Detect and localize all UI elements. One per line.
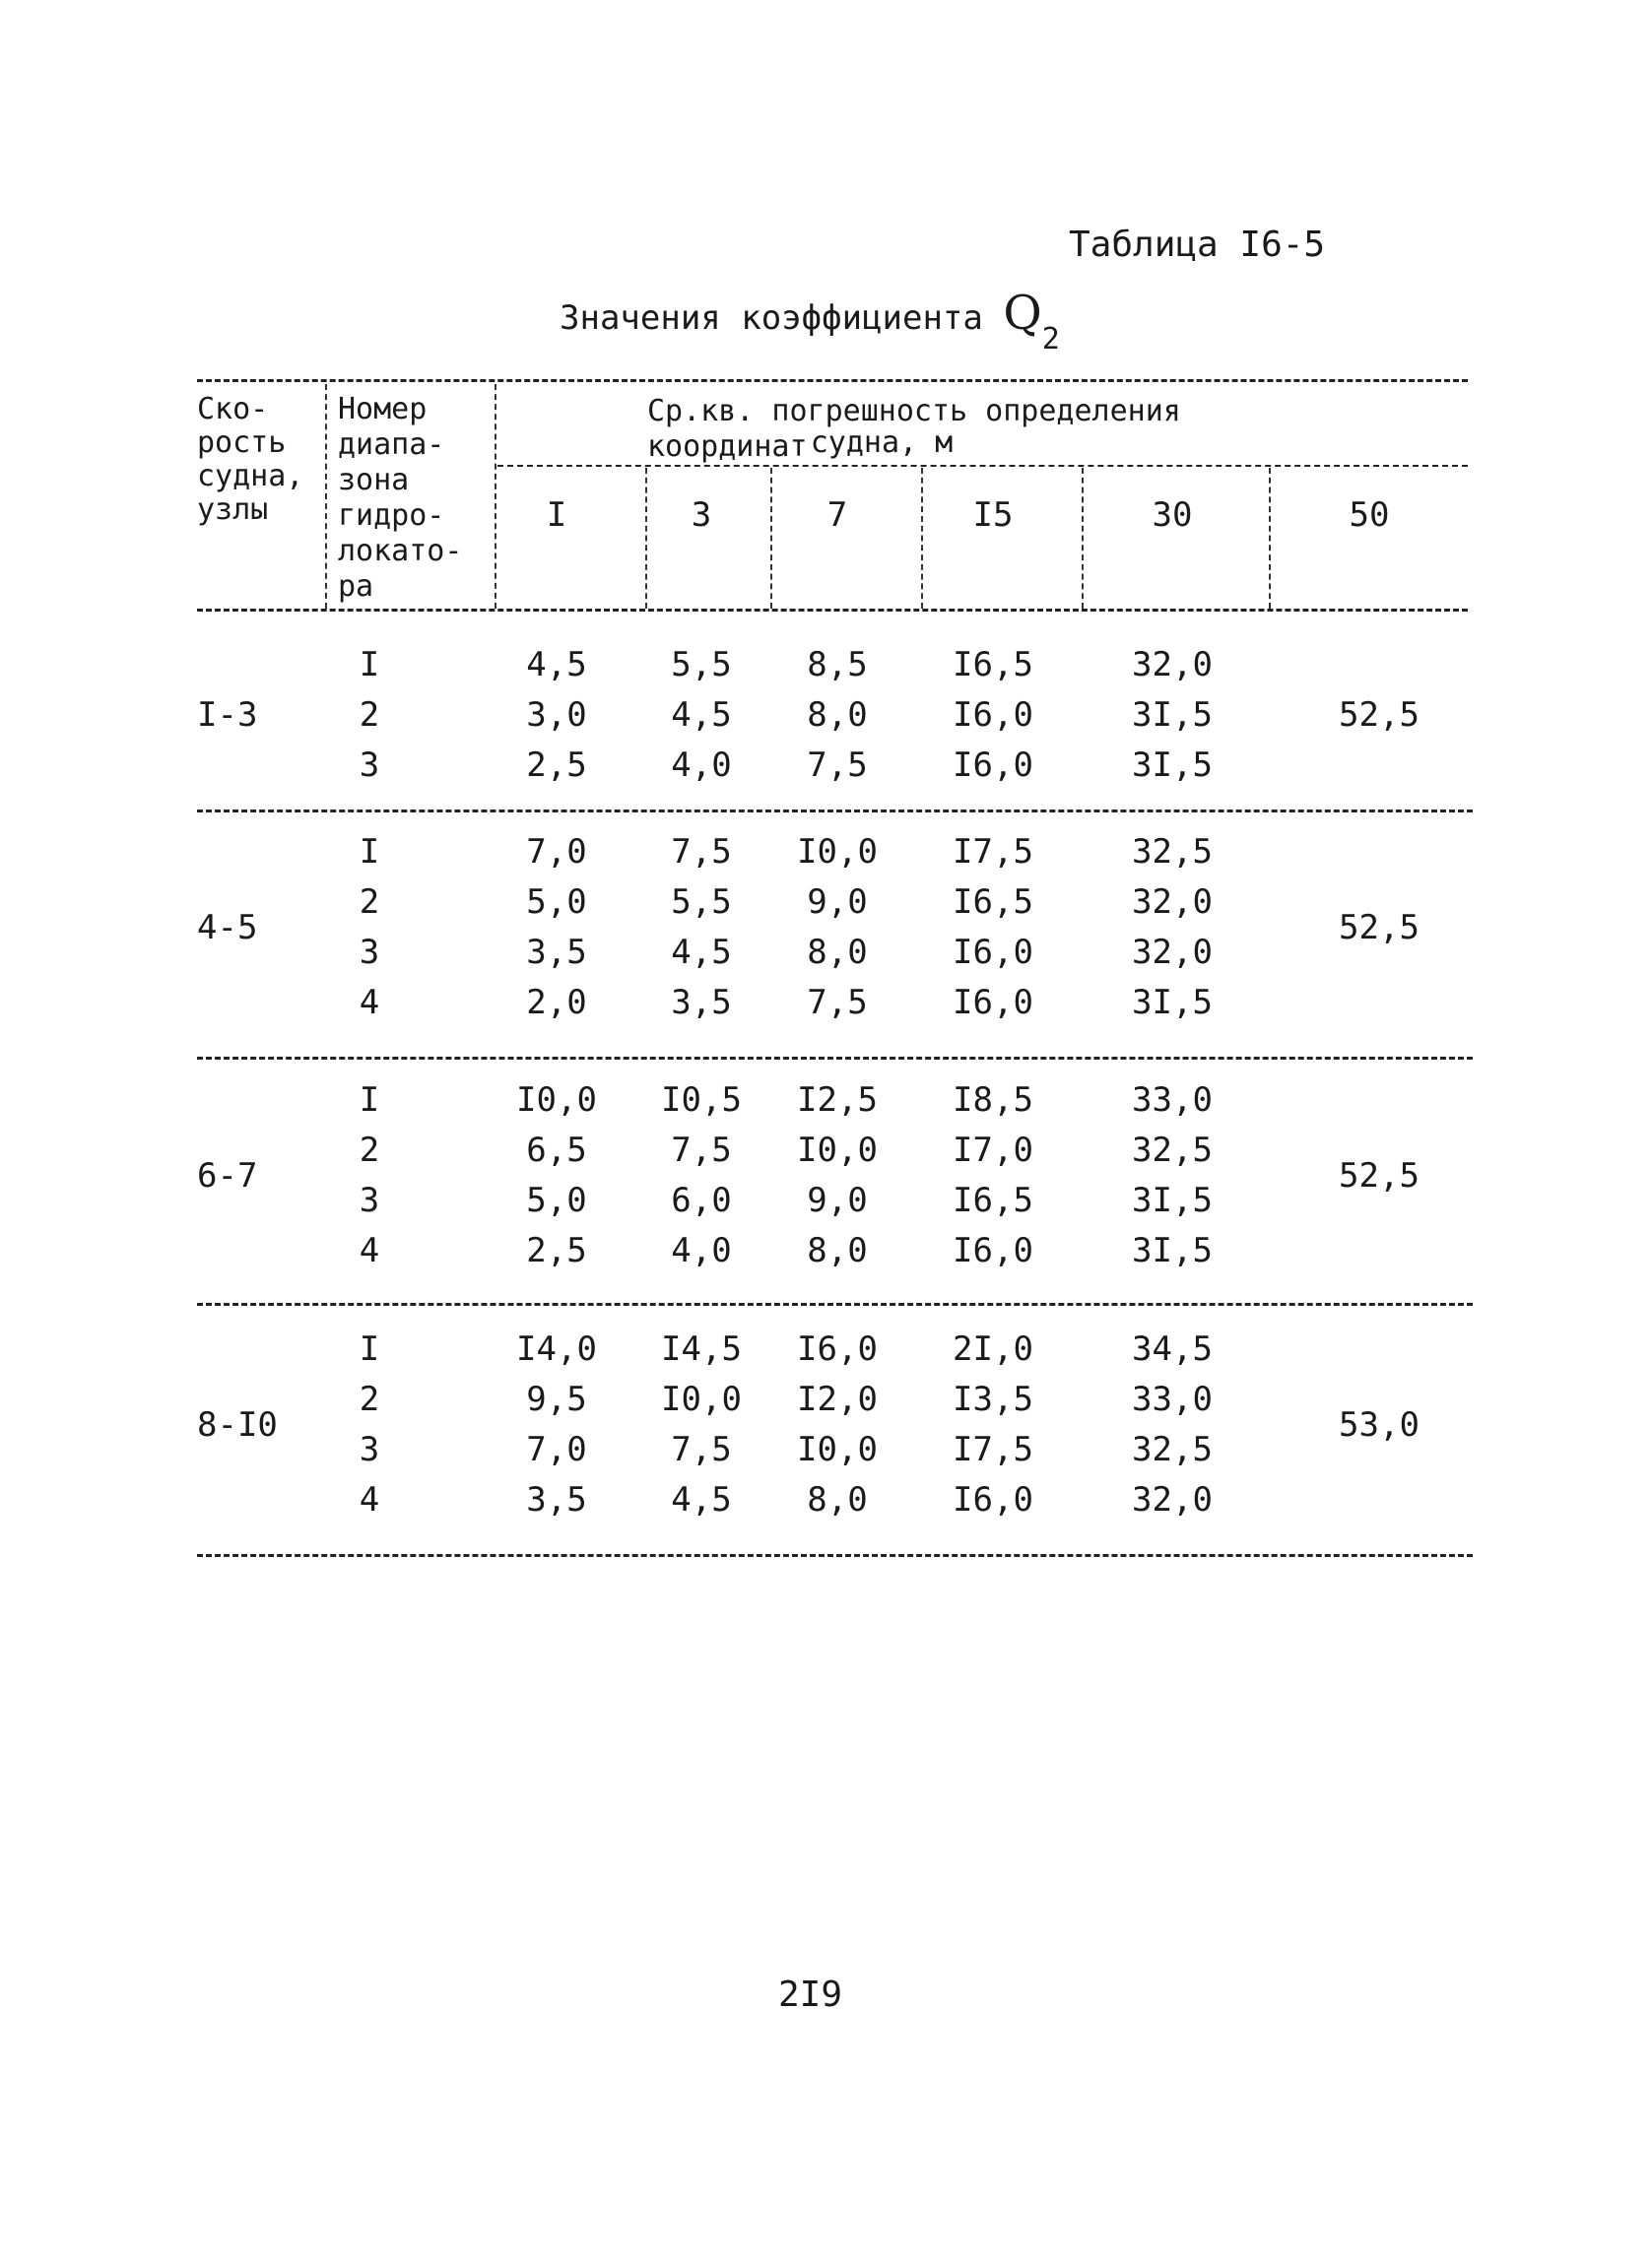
- value-cell: 33,0: [1132, 1380, 1213, 1419]
- header-error-cell: 7: [826, 495, 848, 535]
- value-cell: 4,5: [671, 1480, 732, 1520]
- value-cell: I7,5: [953, 832, 1033, 872]
- caption-subscript: 2: [1041, 322, 1060, 356]
- value-50-cell: 52,5: [1339, 1155, 1420, 1196]
- header-range-line: гидро-: [338, 498, 445, 533]
- value-cell: 7,0: [526, 1430, 587, 1469]
- speed-cell: 8-I0: [197, 1404, 278, 1445]
- value-cell: I0,5: [661, 1080, 742, 1120]
- value-cell: I0,0: [797, 832, 878, 872]
- value-cell: I7,0: [953, 1131, 1033, 1170]
- value-cell: 4,5: [671, 695, 732, 735]
- header-speed-line: Ско-: [197, 392, 269, 426]
- value-cell: 33,0: [1132, 1080, 1213, 1120]
- value-cell: 4,0: [671, 745, 732, 785]
- value-cell: I4,0: [516, 1329, 597, 1369]
- value-cell: 6,0: [671, 1181, 732, 1220]
- value-cell: 3,5: [671, 983, 732, 1022]
- value-cell: 2,5: [526, 1231, 587, 1270]
- value-cell: 4,5: [671, 933, 732, 972]
- value-cell: 5,5: [671, 645, 732, 684]
- value-cell: 7,5: [807, 983, 868, 1022]
- value-cell: 7,0: [526, 832, 587, 872]
- value-cell: 8,0: [807, 1231, 868, 1270]
- value-cell: I6,0: [953, 933, 1033, 972]
- header-divider: [325, 384, 327, 609]
- header-error-cell: 50: [1349, 495, 1390, 535]
- speed-cell: 6-7: [197, 1155, 258, 1196]
- value-cell: I0,0: [797, 1131, 878, 1170]
- header-range-line: Номер: [338, 392, 428, 426]
- value-cell: 9,0: [807, 1181, 868, 1220]
- value-cell: 3I,5: [1132, 695, 1213, 735]
- value-cell: 7,5: [807, 745, 868, 785]
- range-number-cell: 2: [359, 1131, 380, 1170]
- value-cell: 32,5: [1132, 1131, 1213, 1170]
- table-bottom-rule: [197, 1554, 1473, 1557]
- value-cell: I6,0: [953, 1231, 1033, 1270]
- value-cell: 5,0: [526, 882, 587, 922]
- value-cell: 7,5: [671, 832, 732, 872]
- header-error-cell: 3: [691, 495, 712, 535]
- page-number: 2I9: [778, 1975, 843, 2015]
- value-cell: 3I,5: [1132, 1181, 1213, 1220]
- value-cell: I2,0: [797, 1380, 878, 1419]
- header-range-line: диапа-: [338, 427, 445, 462]
- value-cell: 2,5: [526, 745, 587, 785]
- value-cell: 32,0: [1132, 882, 1213, 922]
- value-cell: 7,5: [671, 1430, 732, 1469]
- value-cell: 3,5: [526, 1480, 587, 1520]
- value-cell: I6,0: [953, 983, 1033, 1022]
- table-top-rule: [197, 379, 1468, 382]
- range-number-cell: I: [359, 645, 380, 684]
- value-cell: 32,0: [1132, 1480, 1213, 1520]
- value-cell: 8,0: [807, 695, 868, 735]
- value-cell: 9,5: [526, 1380, 587, 1419]
- range-number-cell: 4: [359, 1480, 380, 1520]
- header-error-cell: 30: [1152, 495, 1193, 535]
- value-cell: 5,0: [526, 1181, 587, 1220]
- range-number-cell: I: [359, 832, 380, 872]
- value-cell: 32,0: [1132, 933, 1213, 972]
- range-number-cell: 4: [359, 983, 380, 1022]
- value-cell: 32,5: [1132, 832, 1213, 872]
- value-cell: 8,0: [807, 1480, 868, 1520]
- range-number-cell: 3: [359, 745, 380, 785]
- value-cell: 6,5: [526, 1131, 587, 1170]
- range-number-cell: 2: [359, 695, 380, 735]
- value-cell: I6,5: [953, 882, 1033, 922]
- value-cell: 9,0: [807, 882, 868, 922]
- header-range-line: ра: [338, 569, 374, 604]
- header-range-line: локато-: [338, 534, 463, 568]
- header-divider: [495, 384, 496, 609]
- value-cell: 8,0: [807, 933, 868, 972]
- value-cell: 2I,0: [953, 1329, 1033, 1369]
- value-cell: I6,0: [953, 1480, 1033, 1520]
- value-cell: I6,5: [953, 645, 1033, 684]
- value-cell: I0,0: [797, 1430, 878, 1469]
- value-cell: I0,0: [516, 1080, 597, 1120]
- value-cell: 2,0: [526, 983, 587, 1022]
- header-speed-line: узлы: [197, 492, 269, 527]
- value-cell: 4,0: [671, 1231, 732, 1270]
- range-number-cell: 4: [359, 1231, 380, 1270]
- header-range-line: зона: [338, 463, 410, 497]
- group-separator: [197, 1057, 1473, 1060]
- value-50-cell: 52,5: [1339, 695, 1420, 735]
- table-label: Таблица I6-5: [1069, 225, 1326, 265]
- caption-symbol: Q: [1003, 286, 1042, 341]
- value-cell: 4,5: [526, 645, 587, 684]
- header-group-unit: судна, м: [810, 425, 954, 460]
- header-divider: [921, 468, 923, 609]
- header-divider: [1082, 468, 1084, 609]
- value-cell: I7,5: [953, 1430, 1033, 1469]
- range-number-cell: 3: [359, 933, 380, 972]
- header-divider: [645, 468, 647, 609]
- value-cell: 8,5: [807, 645, 868, 684]
- range-number-cell: I: [359, 1329, 380, 1369]
- value-cell: 5,5: [671, 882, 732, 922]
- value-cell: I6,0: [953, 695, 1033, 735]
- speed-cell: 4-5: [197, 907, 258, 947]
- value-50-cell: 52,5: [1339, 907, 1420, 947]
- value-cell: I6,0: [953, 745, 1033, 785]
- value-cell: 3I,5: [1132, 745, 1213, 785]
- group-separator: [197, 1303, 1473, 1306]
- range-number-cell: 3: [359, 1181, 380, 1220]
- header-speed-line: рость: [197, 425, 287, 460]
- value-cell: 32,5: [1132, 1430, 1213, 1469]
- header-group-title: Ср.кв. погрешность определения координат: [647, 394, 1181, 464]
- header-divider: [1269, 468, 1271, 609]
- value-cell: I6,0: [797, 1329, 878, 1369]
- value-cell: 3I,5: [1132, 983, 1213, 1022]
- value-cell: 34,5: [1132, 1329, 1213, 1369]
- range-number-cell: 2: [359, 882, 380, 922]
- caption-text: Значения коэффициента: [560, 298, 983, 338]
- header-divider: [770, 468, 772, 609]
- value-cell: I6,5: [953, 1181, 1033, 1220]
- range-number-cell: 2: [359, 1380, 380, 1419]
- value-cell: 32,0: [1132, 645, 1213, 684]
- header-speed-line: судна,: [197, 459, 304, 493]
- value-cell: 3,5: [526, 933, 587, 972]
- header-error-cell: I5: [972, 495, 1014, 535]
- value-cell: I3,5: [953, 1380, 1033, 1419]
- value-cell: I2,5: [797, 1080, 878, 1120]
- range-number-cell: I: [359, 1080, 380, 1120]
- value-cell: 7,5: [671, 1131, 732, 1170]
- group-separator: [197, 810, 1473, 812]
- table-caption: [560, 286, 1060, 356]
- speed-cell: I-3: [197, 695, 258, 735]
- value-cell: I0,0: [661, 1380, 742, 1419]
- range-number-cell: 3: [359, 1430, 380, 1469]
- value-cell: 3,0: [526, 695, 587, 735]
- header-group-rule: [497, 465, 1468, 467]
- value-cell: I4,5: [661, 1329, 742, 1369]
- header-bottom-rule: [197, 609, 1468, 612]
- value-cell: 3I,5: [1132, 1231, 1213, 1270]
- value-50-cell: 53,0: [1339, 1404, 1420, 1445]
- header-error-cell: I: [546, 495, 567, 535]
- value-cell: I8,5: [953, 1080, 1033, 1120]
